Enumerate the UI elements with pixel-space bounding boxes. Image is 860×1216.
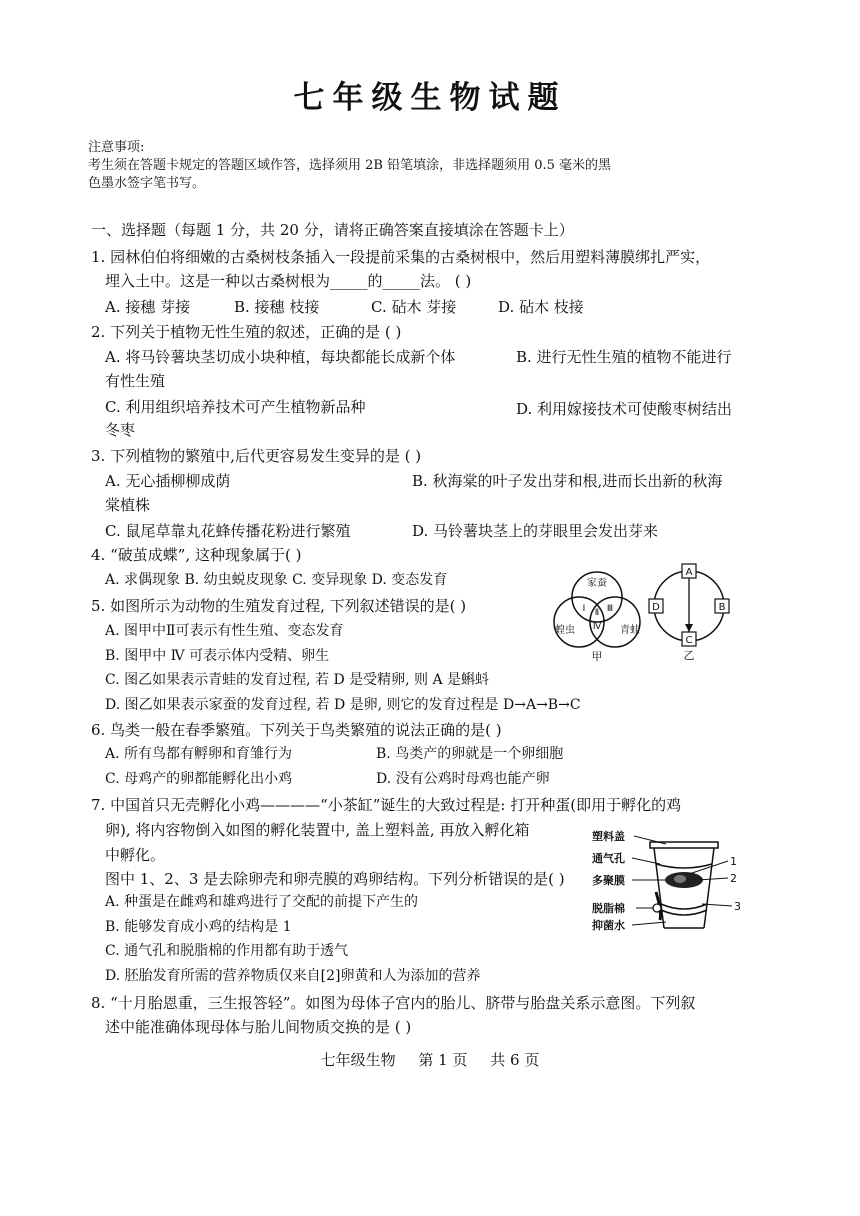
option-b: B. 能够发育成小鸡的结构是 1	[105, 919, 292, 935]
figure-caption-jia: 甲	[591, 650, 603, 663]
footer-total: 共 6 页	[490, 1051, 540, 1069]
notice-heading: 注意事项:	[88, 140, 145, 155]
venn-diagram-jia	[540, 565, 655, 665]
structure-number-2: 2	[730, 872, 737, 885]
question-4-stem: 4. “破茧成蝶”, 这种现象属于( )	[91, 546, 302, 564]
label-antibacterial-water: 抑菌水	[592, 919, 625, 932]
option-d: D. 胚胎发育所需的营养物质仅来自[2]卵黄和人为添加的营养	[105, 968, 481, 984]
label-polymer-film: 多聚膜	[592, 874, 625, 887]
figure-caption-yi: 乙	[683, 649, 695, 662]
question-7-stem-cont: 卵), 将内容物倒入如图的孵化装置中, 盖上塑料盖, 再放入孵化箱	[105, 821, 530, 839]
option-a: A. 所有鸟都有孵卵和育雏行为	[105, 746, 293, 762]
question-7-stem-cont: 中孵化。	[105, 846, 166, 864]
incubator-diagram	[590, 822, 750, 937]
option-b: B. 秋海棠的叶子发出芽和根,进而长出新的秋海	[412, 472, 723, 490]
option-d: D. 砧木 枝接	[498, 298, 584, 316]
question-4-options: A. 求偶现象 B. 幼虫蜕皮现象 C. 变异现象 D. 变态发育	[105, 572, 448, 588]
structure-number-1: 1	[730, 855, 737, 868]
page-footer	[0, 1049, 860, 1070]
label-cotton: 脱脂棉	[592, 902, 625, 915]
notice-line: 考生须在答题卡规定的答题区域作答，选择须用 2B 铅笔填涂，非选择题须用 0.5 毫米的黑	[88, 158, 612, 173]
option-d: D. 图乙如果表示家蚕的发育过程, 若 D 是卵, 则它的发育过程是 D→A→B→C	[105, 697, 581, 713]
option-c: C. 图乙如果表示青蛙的发育过程, 若 D 是受精卵, 则 A 是蝌蚪	[105, 672, 490, 688]
question-2-stem: 2. 下列关于植物无性生殖的叙述，正确的是 ( )	[91, 323, 402, 341]
cycle-node-b: B	[718, 602, 726, 613]
cycle-node-d: D	[652, 602, 660, 613]
question-1-stem-cont: 埋入土中。这是一种以古桑树根为_____的_____法。 ( )	[105, 272, 472, 290]
label-plastic-lid: 塑料盖	[592, 830, 625, 843]
cycle-node-a: A	[685, 567, 693, 578]
label-vent-hole: 通气孔	[592, 852, 625, 865]
option-d: D. 没有公鸡时母鸡也能产卵	[376, 771, 550, 787]
footer-page: 第 1 页	[418, 1051, 468, 1069]
option-d: D. 利用嫁接技术可使酸枣树结出	[516, 400, 733, 418]
option-d-cont: 冬枣	[105, 421, 136, 439]
option-b: B. 接穗 枝接	[234, 298, 320, 316]
cycle-diagram-yi	[645, 558, 740, 663]
option-b: B. 图甲中 Ⅳ 可表示体内受精、卵生	[105, 648, 330, 664]
question-5-stem: 5. 如图所示为动物的生殖发育过程, 下列叙述错误的是( )	[91, 597, 467, 615]
venn-region-2: Ⅱ	[594, 608, 600, 618]
notice-line: 色墨水签字笔书写。	[88, 176, 206, 191]
question-3-stem: 3. 下列植物的繁殖中,后代更容易发生变异的是 ( )	[91, 447, 422, 465]
venn-label-locust: 蝗虫	[555, 625, 575, 636]
venn-region-1: Ⅰ	[582, 604, 586, 614]
cycle-node-c: C	[685, 635, 693, 646]
option-c: C. 鼠尾草靠丸花蜂传播花粉进行繁殖	[105, 522, 351, 540]
venn-label-frog: 青蛙	[620, 625, 640, 636]
section-heading: 一、选择题（每题 1 分，共 20 分，请将正确答案直接填涂在答题卡上）	[91, 221, 574, 239]
option-b: B. 鸟类产的卵就是一个卵细胞	[376, 746, 564, 762]
option-c: C. 通气孔和脱脂棉的作用都有助于透气	[105, 943, 349, 959]
option-d: D. 马铃薯块茎上的芽眼里会发出芽来	[412, 522, 659, 540]
question-7-stem-cont: 图中 1、2、3 是去除卵壳和卵壳膜的鸡卵结构。下列分析错误的是( )	[105, 870, 565, 888]
page-title: 七年级生物试题	[293, 80, 567, 116]
structure-number-3: 3	[734, 900, 741, 913]
option-a: A. 种蛋是在雌鸡和雄鸡进行了交配的前提下产生的	[105, 894, 419, 910]
question-7-stem: 7. 中国首只无壳孵化小鸡————“小茶缸”诞生的大致过程是: 打开种蛋(即用于孵化的鸡	[91, 796, 682, 814]
question-8-stem: 8. “十月胎恩重，三生报答轻”。如图为母体子宫内的胎儿、脐带与胎盘关系示意图。下列叙	[91, 994, 696, 1012]
option-c: C. 母鸡产的卵都能孵化出小鸡	[105, 771, 293, 787]
option-b: B. 进行无性生殖的植物不能进行	[516, 348, 732, 366]
option-b-cont: 有性生殖	[105, 372, 166, 390]
question-8-stem-cont: 述中能准确体现母体与胎儿间物质交换的是 ( )	[105, 1018, 412, 1036]
option-c: C. 砧木 芽接	[371, 298, 457, 316]
option-a: A. 接穗 芽接	[105, 298, 191, 316]
venn-region-3: Ⅲ	[606, 604, 614, 614]
footer-subject: 七年级生物	[320, 1051, 396, 1069]
option-c: C. 利用组织培养技术可产生植物新品种	[105, 398, 366, 416]
option-b-cont: 棠植株	[105, 496, 151, 514]
question-6-stem: 6. 鸟类一般在春季繁殖。下列关于鸟类繁殖的说法正确的是( )	[91, 721, 502, 739]
venn-region-4: Ⅳ	[592, 622, 602, 632]
option-a: A. 将马铃薯块茎切成小块种植，每块都能长成新个体	[105, 348, 456, 366]
option-a: A. 图甲中Ⅱ可表示有性生殖、变态发育	[105, 623, 344, 639]
question-1-stem: 1. 园林伯伯将细嫩的古桑树枝条插入一段提前采集的古桑树根中，然后用塑料薄膜绑扎严实，	[91, 248, 711, 266]
option-a: A. 无心插柳柳成荫	[105, 472, 231, 490]
venn-label-silkworm: 家蚕	[587, 578, 607, 589]
